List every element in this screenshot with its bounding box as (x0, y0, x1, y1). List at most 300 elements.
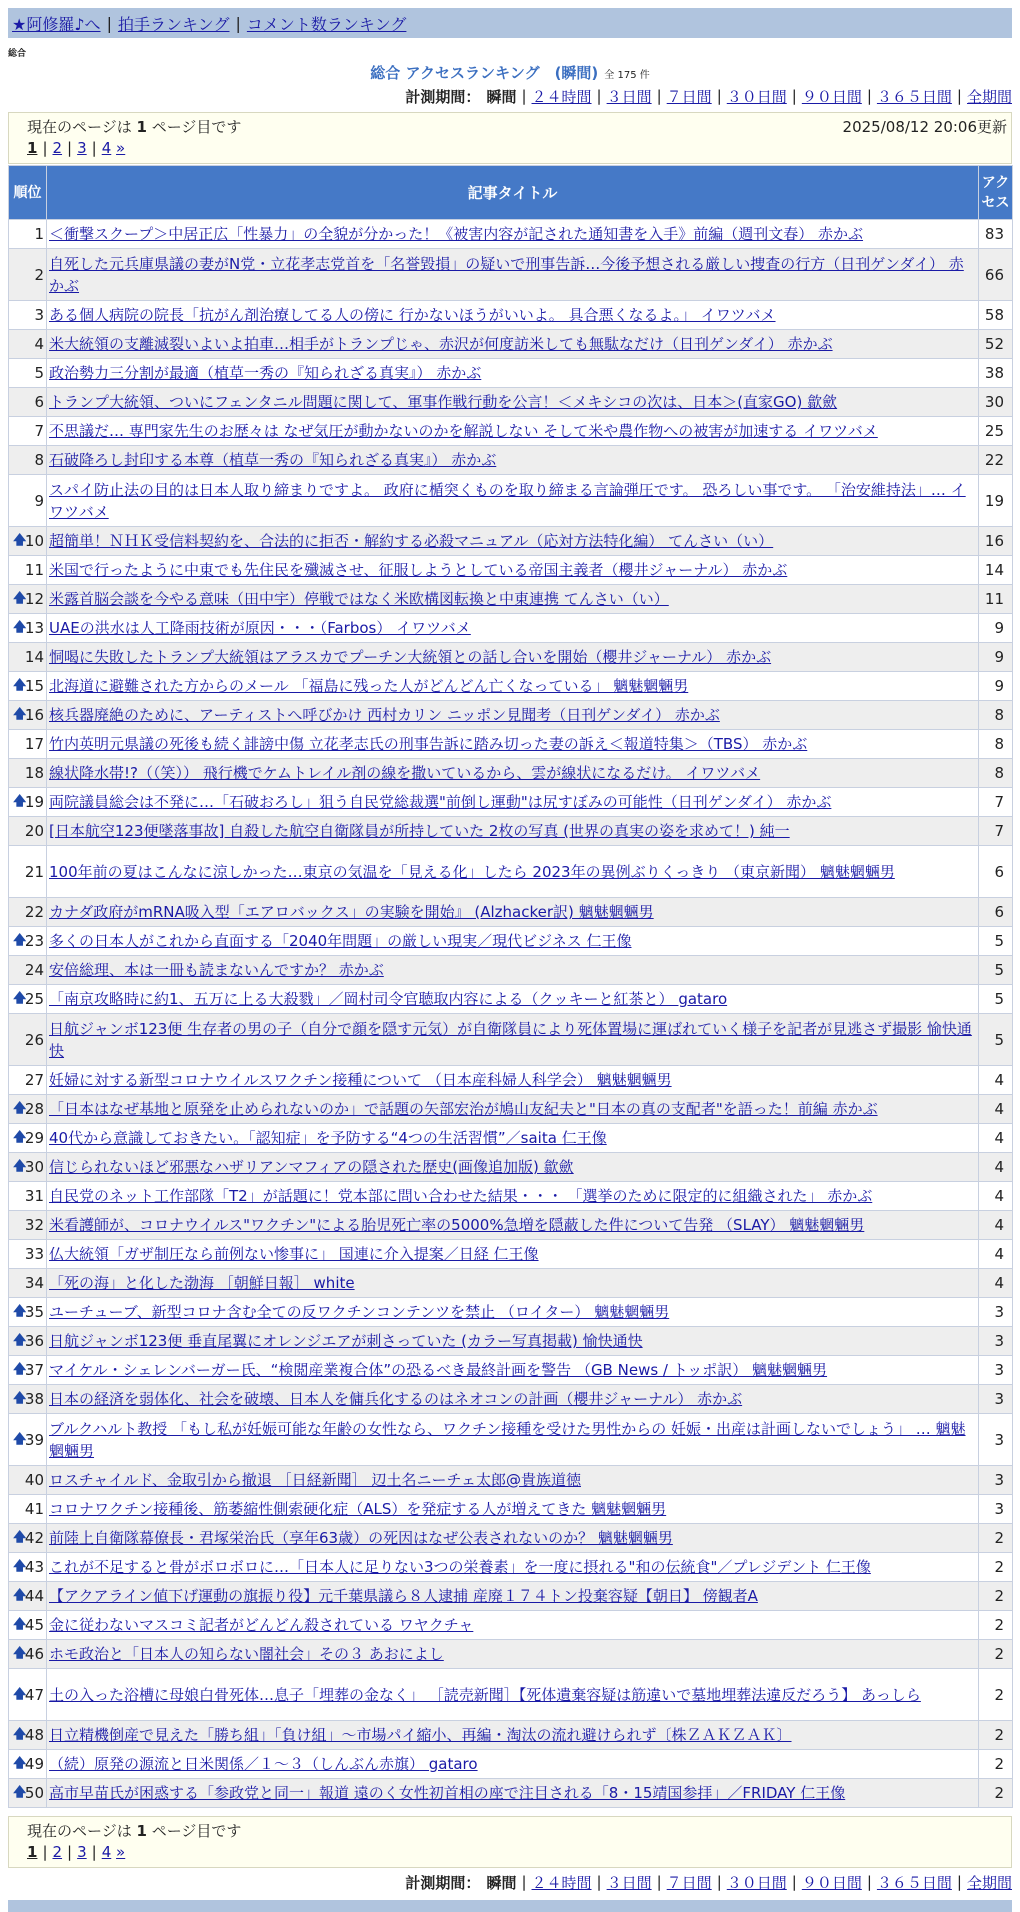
period-separator: | (716, 1873, 722, 1891)
table-row (9, 1553, 1013, 1582)
access-count: 2 (979, 1640, 1013, 1669)
rank-number: 45 (24, 1616, 44, 1634)
rank-number: 15 (24, 677, 44, 695)
title-cell (47, 1095, 979, 1124)
rank-number: 19 (24, 793, 44, 811)
up-arrow-icon: 🡅 (13, 1130, 27, 1145)
period-separator: | (866, 1873, 872, 1891)
article-title-link[interactable]: 【アクアライン値下げ運動の旗振り役】元千葉県議ら８人逮捕 産廃１７４トン投棄容疑【朝日】 傍観者A (49, 1587, 758, 1605)
access-count: 9 (979, 614, 1013, 643)
rank-number: 44 (24, 1587, 44, 1605)
access-count: 9 (979, 672, 1013, 701)
rank-cell (9, 301, 47, 330)
header-title: 記事タイトル (47, 166, 979, 220)
article-title-link[interactable]: ＜衝撃スクープ＞中居正広「性暴力」の全貌が分かった！《被害内容が記された通知書を入手》前編（週刊文春） 赤かぶ (49, 225, 864, 243)
up-arrow-icon: 🡅 (13, 1362, 27, 1377)
access-count: 5 (979, 1014, 1013, 1066)
article-title-link[interactable]: 米大統領の支離滅裂いよいよ拍車…相手がトランプじゃ、赤沢が何度訪米しても無駄なだけ（日刊ゲンダイ） 赤かぶ (49, 335, 833, 353)
period-selector-bottom (405, 1872, 1012, 1892)
article-title-link[interactable]: 安倍総理、本は一冊も読まないんですか？ 赤かぶ (49, 961, 384, 979)
article-title-link[interactable]: 米看護師が、コロナウイルス"ワクチン"による胎児死亡率の5000%急増を隠蔽した件について告発 （SLAY） 魑魅魍魎男 (49, 1216, 865, 1234)
rank-number: 17 (24, 735, 44, 753)
rank-number: 48 (24, 1726, 44, 1744)
rank-cell (9, 927, 47, 956)
article-title-link[interactable]: （続）原発の源流と日米関係／１～３（しんぶん赤旗） gataro (49, 1755, 478, 1773)
access-count: 25 (979, 417, 1013, 446)
rank-number: 30 (24, 1158, 44, 1176)
access-count: 7 (979, 817, 1013, 846)
access-count: 19 (979, 475, 1013, 527)
title-cell (47, 1750, 979, 1779)
rank-cell (9, 898, 47, 927)
page-separator: | (67, 139, 73, 157)
table-row (9, 1298, 1013, 1327)
title-cell (47, 1669, 979, 1721)
period-separator: | (956, 87, 962, 105)
current-page-number: 1 (136, 118, 147, 136)
title-cell (47, 1269, 979, 1298)
rank-cell (9, 249, 47, 301)
period-option-link[interactable]: ３６５日間 (876, 87, 952, 106)
title-cell (47, 1298, 979, 1327)
article-title-link[interactable]: 高市早苗氏が困惑する「参政党と同一」報道 遠のく女性初首相の座で注目される「8・15靖国参拝」／FRIDAY 仁王像 (49, 1784, 846, 1802)
access-count: 4 (979, 1066, 1013, 1095)
table-row (9, 788, 1013, 817)
title-cell (47, 556, 979, 585)
table-row (9, 1611, 1013, 1640)
article-title-link[interactable]: 米国で行ったように中東でも先住民を殲滅させ、征服しようとしている帝国主義者（櫻井ジャーナル） 赤かぶ (49, 561, 788, 579)
up-arrow-icon: 🡅 (13, 1646, 27, 1661)
article-title-link[interactable]: 米露首脳会談を今やる意味（田中宇）停戦ではなく米欧構図転換と中東連携 てんさい（い） (49, 590, 669, 608)
updated-timestamp: 2025/08/12 20:06更新 (842, 118, 1007, 136)
rank-cell (9, 359, 47, 388)
article-title-link[interactable]: 仏大統領「ガザ制圧なら前例ない惨事に」 国連に介入提案／日経 仁王像 (49, 1245, 539, 1263)
access-count: 9 (979, 643, 1013, 672)
table-row (9, 527, 1013, 556)
rank-number: 24 (24, 961, 44, 979)
up-arrow-icon: 🡅 (13, 678, 27, 693)
rank-number: 39 (24, 1430, 44, 1449)
up-arrow-icon: 🡅 (13, 620, 27, 635)
article-title-link[interactable]: これが不足すると骨がボロボロに…「日本人に足りない3つの栄養素」を一度に摂れる"和の伝統食"／プレジデント 仁王像 (49, 1558, 871, 1576)
access-count: 2 (979, 1553, 1013, 1582)
period-selector-top (405, 86, 1012, 106)
article-title-link[interactable]: ある個人病院の院長「抗がん剤治療してる人の傍に 行かないほうがいいよ。 具合悪くなるよ。」 イワツバメ (49, 306, 776, 324)
access-count: 5 (979, 985, 1013, 1014)
title-cell (47, 585, 979, 614)
article-title-link[interactable]: コロナワクチン接種後、筋萎縮性側索硬化症（ALS）を発症する人が増えてきた 魑魅魍魎男 (49, 1500, 667, 1518)
next-page-link[interactable]: » (116, 1843, 126, 1861)
up-arrow-icon: 🡅 (13, 1159, 27, 1174)
article-title-link[interactable]: 信じられないほど邪悪なハザリアンマフィアの隠された歴史(画像追加版) 歙歛 (49, 1158, 574, 1176)
article-title-link[interactable]: 日本の経済を弱体化、社会を破壊、日本人を傭兵化するのはネオコンの計画（櫻井ジャーナル） 赤かぶ (49, 1390, 743, 1408)
period-option-link[interactable]: ２４時間 (531, 87, 592, 106)
access-count: 8 (979, 759, 1013, 788)
article-title-link[interactable]: 前陸上自衛隊幕僚長・君塚栄治氏（享年63歳）の死因はなぜ公表されないのか？ 魑魅魍魎男 (49, 1529, 673, 1547)
page-link[interactable]: 3 (77, 139, 87, 157)
title-cell (47, 1721, 979, 1750)
article-title-link[interactable]: 恫喝に失敗したトランプ大統領はアラスカでプーチン大統領との話し合いを開始（櫻井ジャーナル） 赤かぶ (49, 648, 772, 666)
access-count: 58 (979, 301, 1013, 330)
period-option-link[interactable]: ９０日間 (801, 1873, 862, 1892)
ranking-title-text: 総合 アクセスランキング (瞬間) (370, 64, 599, 82)
period-current: 瞬間 (486, 1873, 517, 1892)
access-count: 3 (979, 1298, 1013, 1327)
title-cell (47, 388, 979, 417)
article-title-link[interactable]: 政治勢力三分割が最適（植草一秀の『知られざる真実』） 赤かぶ (49, 364, 482, 382)
article-title-link[interactable]: ブルクハルト教授 「もし私が妊娠可能な年齢の女性なら、ワクチン接種を受けた男性からの 妊娠・出産は計画しないでしょう」 … 魑魅魍魎男 (49, 1419, 966, 1460)
article-title-link[interactable]: ユーチューブ、新型コロナ含む全ての反ワクチンコンテンツを禁止 （ロイター） 魑魅魍魎男 (49, 1303, 670, 1321)
title-cell (47, 846, 979, 898)
table-row (9, 614, 1013, 643)
table-row (9, 985, 1013, 1014)
rank-number: 3 (34, 306, 44, 324)
access-count: 3 (979, 1495, 1013, 1524)
period-label: 計測期間： (405, 1873, 481, 1892)
access-count: 4 (979, 1269, 1013, 1298)
rank-cell (9, 985, 47, 1014)
title-cell (47, 330, 979, 359)
next-page-link[interactable]: » (116, 139, 126, 157)
table-row (9, 817, 1013, 846)
rank-cell (9, 1066, 47, 1095)
article-title-link[interactable]: 日航ジャンボ123便 垂直尾翼にオレンジエアが刺さっていた (カラー写真掲載) 愉快通快 (49, 1332, 643, 1350)
access-count: 4 (979, 1153, 1013, 1182)
page-link[interactable]: 2 (52, 139, 63, 157)
article-title-link[interactable]: 線状降水帯!?（（笑）） 飛行機でケムトレイル剤の線を撒いているから、雲が線状になるだけ。 イワツバメ (49, 764, 761, 782)
current-page-prefix: 現在のページは (27, 1822, 132, 1840)
article-title-link[interactable]: 金に従わないマスコミ記者がどんどん殺されている ワヤクチャ (49, 1616, 474, 1634)
current-page-suffix: ページ目です (151, 1822, 242, 1840)
table-row (9, 1066, 1013, 1095)
up-arrow-icon: 🡅 (13, 1727, 27, 1742)
period-separator: | (596, 87, 602, 105)
period-option-link[interactable]: ２４時間 (531, 1873, 592, 1892)
up-arrow-icon: 🡅 (13, 794, 27, 809)
title-cell (47, 730, 979, 759)
rank-number: 41 (24, 1500, 44, 1518)
table-row (9, 1327, 1013, 1356)
rank-number: 36 (24, 1332, 44, 1350)
page-link[interactable]: 4 (101, 139, 112, 157)
title-cell (47, 1014, 979, 1066)
rank-number: 29 (24, 1129, 44, 1147)
rank-cell (9, 1269, 47, 1298)
period-option-link[interactable]: 全期間 (966, 87, 1012, 106)
period-separator: | (791, 87, 797, 105)
rank-cell (9, 1640, 47, 1669)
up-arrow-icon: 🡅 (13, 1391, 27, 1406)
rank-number: 13 (24, 619, 44, 637)
rank-cell (9, 446, 47, 475)
article-title-link[interactable]: 北海道に避難された方からのメール 「福島に残った人がどんどん亡くなっている」 魑魅魍魎男 (49, 677, 689, 695)
page-separator: | (91, 139, 97, 157)
title-cell (47, 1640, 979, 1669)
nav-separator: | (106, 13, 112, 33)
rank-cell (9, 556, 47, 585)
rank-number: 16 (24, 706, 44, 724)
table-row (9, 759, 1013, 788)
table-row (9, 672, 1013, 701)
rank-cell (9, 475, 47, 527)
period-option-link[interactable]: ７日間 (666, 1873, 712, 1892)
table-row (9, 585, 1013, 614)
rank-cell (9, 1298, 47, 1327)
table-row (9, 249, 1013, 301)
page-link[interactable]: 4 (101, 1843, 112, 1861)
title-cell (47, 249, 979, 301)
period-option-link[interactable]: ３０日間 (726, 87, 787, 106)
period-separator: | (596, 1873, 602, 1891)
table-row (9, 475, 1013, 527)
table-row (9, 1095, 1013, 1124)
up-arrow-icon: 🡅 (13, 533, 27, 548)
article-title-link[interactable]: 石破降ろし封印する本尊（植草一秀の『知られざる真実』） 赤かぶ (49, 451, 497, 469)
page-info-top (8, 112, 1012, 164)
title-cell (47, 417, 979, 446)
table-row (9, 1721, 1013, 1750)
rank-cell (9, 585, 47, 614)
article-title-link[interactable]: トランプ大統領、ついにフェンタニル問題に関して、軍事作戦行動を公言！＜メキシコの次は、日本＞(直家GO) 歙歛 (49, 393, 838, 411)
period-option-link[interactable]: 全期間 (966, 1873, 1012, 1892)
article-title-link[interactable]: 「南京攻略時に約1、五万に上る大殺戮」／岡村司令官聴取内容による（クッキーと紅茶と） gataro (49, 990, 728, 1008)
access-count: 3 (979, 1414, 1013, 1466)
rank-cell (9, 1495, 47, 1524)
access-count: 14 (979, 556, 1013, 585)
table-row (9, 1466, 1013, 1495)
title-cell (47, 1327, 979, 1356)
table-row (9, 846, 1013, 898)
period-option-link[interactable]: ３日間 (606, 87, 652, 106)
title-cell (47, 1240, 979, 1269)
rank-cell (9, 956, 47, 985)
rank-cell (9, 614, 47, 643)
rank-number: 35 (24, 1303, 44, 1321)
page-link[interactable]: 3 (77, 1843, 87, 1861)
rank-number: 40 (24, 1471, 44, 1489)
article-title-link[interactable]: 多くの日本人がこれから直面する「2040年問題」の厳しい現実／現代ビジネス 仁王像 (49, 932, 632, 950)
up-arrow-icon: 🡅 (13, 1686, 27, 1702)
ranking-table-body (9, 220, 1013, 1808)
rank-cell (9, 1240, 47, 1269)
title-cell (47, 1211, 979, 1240)
access-count: 8 (979, 730, 1013, 759)
rank-number: 27 (24, 1071, 44, 1089)
title-cell (47, 643, 979, 672)
title-cell (47, 1582, 979, 1611)
title-cell (47, 1779, 979, 1808)
rank-cell (9, 701, 47, 730)
current-page-prefix: 現在のページは (27, 118, 132, 136)
header-access: アクセス (979, 166, 1013, 220)
article-title-link[interactable]: 核兵器廃絶のために、アーティストへ呼びかけ 西村カリン ニッポン見聞考（日刊ゲンダイ） 赤かぶ (49, 706, 720, 724)
rank-cell (9, 1211, 47, 1240)
table-row (9, 1124, 1013, 1153)
table-row (9, 1014, 1013, 1066)
article-title-link[interactable]: 40代から意識しておきたい。「認知症」を予防する“4つの生活習慣”／saita 仁王像 (49, 1129, 607, 1147)
title-cell (47, 527, 979, 556)
rank-number: 21 (24, 862, 44, 881)
rank-number: 38 (24, 1390, 44, 1408)
title-cell (47, 1466, 979, 1495)
article-title-link[interactable]: ホモ政治と「日本人の知らない闇社会」その３ あおによし (49, 1645, 444, 1663)
table-row (9, 956, 1013, 985)
page-link-current[interactable]: 1 (27, 139, 38, 157)
rank-number: 9 (34, 491, 44, 510)
article-title-link[interactable]: 両院議員総会は不発に…「石破おろし」狙う自民党総裁選"前倒し運動"は尻すぼみの可能性（日刊ゲンダイ） 赤かぶ (49, 793, 832, 811)
period-option-link[interactable]: ７日間 (666, 87, 712, 106)
article-title-link[interactable]: UAEの洪水は人工降雨技術が原因・・・（Farbos） イワツバメ (49, 619, 471, 637)
access-count: 7 (979, 788, 1013, 817)
article-title-link[interactable]: 日航ジャンボ123便 生存者の男の子（自分で顔を隠す元気）が自衛隊員により死体置場に運ばれていく様子を記者が見逃さず撮影 愉快通快 (49, 1019, 972, 1060)
current-page-text (27, 1820, 241, 1841)
rank-cell (9, 527, 47, 556)
table-row (9, 1385, 1013, 1414)
article-title-link[interactable]: 自民党のネット工作部隊「T2」が話題に！党本部に問い合わせた結果・・・ 「選挙のために限定的に組織された」 赤かぶ (49, 1187, 873, 1205)
access-count: 22 (979, 446, 1013, 475)
rank-number: 28 (24, 1100, 44, 1118)
access-count: 30 (979, 388, 1013, 417)
article-title-link[interactable]: 超簡単！ＮＨＫ受信料契約を、合法的に拒否・解約する必殺マニュアル（応対方法特化編） てんさい（い） (49, 532, 774, 550)
rank-cell (9, 1327, 47, 1356)
table-row (9, 1779, 1013, 1808)
title-cell (47, 1611, 979, 1640)
bottom-bar (8, 1900, 1012, 1912)
up-arrow-icon: 🡅 (13, 991, 27, 1006)
header-rank: 順位 (9, 166, 47, 220)
title-cell (47, 359, 979, 388)
title-cell (47, 1153, 979, 1182)
rank-cell (9, 1750, 47, 1779)
access-count: 4 (979, 1240, 1013, 1269)
title-cell (47, 701, 979, 730)
article-title-link[interactable]: マイケル・シェレンバーガー氏、“検閲産業複合体”の恐るべき最終計画を警告 （GB News / トッポ訳） 魑魅魍魎男 (49, 1361, 828, 1379)
title-cell (47, 1524, 979, 1553)
period-option-link[interactable]: ３０日間 (726, 1873, 787, 1892)
applause-ranking-link[interactable]: 拍手ランキング (117, 14, 230, 34)
access-count: 2 (979, 1669, 1013, 1721)
article-title-link[interactable]: 土の入った浴槽に母娘白骨死体…息子「埋葬の金なく」 ［読売新聞］【死体遺棄容疑は筋違いで墓地埋葬法違反だろう】 あっしら (49, 1685, 921, 1704)
pagination (27, 139, 125, 157)
article-title-link[interactable]: ロスチャイルド、金取引から撤退 ［日経新聞］ 辺土名ニーチェ太郎@貴族道徳 (49, 1471, 581, 1489)
table-row (9, 730, 1013, 759)
article-title-link[interactable]: 不思議だ… 専門家先生のお歴々は なぜ気圧が動かないのかを解説しない そして米や農作物への被害が加速する イワツバメ (49, 422, 878, 440)
article-title-link[interactable]: 自死した元兵庫県議の妻がN党・立花孝志党首を「名誉毀損」の疑いで刑事告訴…今後予想される厳しい捜査の行方（日刊ゲンダイ） 赤かぶ (49, 254, 964, 295)
title-cell (47, 475, 979, 527)
rank-cell (9, 1466, 47, 1495)
rank-number: 31 (24, 1187, 44, 1205)
rank-cell (9, 388, 47, 417)
access-count: 2 (979, 1582, 1013, 1611)
title-cell (47, 1414, 979, 1466)
up-arrow-icon: 🡅 (13, 1785, 27, 1800)
period-option-link[interactable]: ９０日間 (801, 87, 862, 106)
period-separator: | (956, 1873, 962, 1891)
title-cell (47, 788, 979, 817)
title-cell (47, 1495, 979, 1524)
up-arrow-icon: 🡅 (13, 1559, 27, 1574)
period-separator: | (521, 87, 527, 105)
article-title-link[interactable]: 「死の海」と化した渤海 ［朝鮮日報］ white (49, 1274, 355, 1292)
access-count: 2 (979, 1524, 1013, 1553)
article-title-link[interactable]: 100年前の夏はこんなに涼しかった…東京の気温を「見える化」したら 2023年の異例ぶりくっきり （東京新聞） 魑魅魍魎男 (49, 862, 895, 881)
period-label: 計測期間： (405, 87, 481, 106)
table-row (9, 1669, 1013, 1721)
rank-number: 33 (24, 1245, 44, 1263)
period-separator: | (716, 87, 722, 105)
ranking-title (0, 62, 1020, 83)
article-title-link[interactable]: スパイ防止法の目的は日本人取り締まりですよ。 政府に楯突くものを取り締まる言論弾圧です。 恐ろしい事です。 「治安維持法」… イワツバメ (49, 480, 966, 521)
rank-number: 23 (24, 932, 44, 950)
rank-cell (9, 1582, 47, 1611)
title-cell (47, 1385, 979, 1414)
rank-number: 47 (24, 1685, 44, 1704)
rank-number: 25 (24, 990, 44, 1008)
access-count: 2 (979, 1750, 1013, 1779)
rank-number: 6 (34, 393, 44, 411)
rank-cell (9, 1779, 47, 1808)
title-cell (47, 898, 979, 927)
period-separator: | (521, 1873, 527, 1891)
access-count: 4 (979, 1095, 1013, 1124)
table-row (9, 359, 1013, 388)
rank-cell (9, 1153, 47, 1182)
page-separator: | (42, 1843, 48, 1861)
rank-cell (9, 1385, 47, 1414)
article-title-link[interactable]: 日立精機倒産で見えた「勝ち組」「負け組」～市場パイ縮小、再編・淘汰の流れ避けられず〔株ＺＡＫＺＡＫ〕 (49, 1726, 792, 1744)
period-option-link[interactable]: ３日間 (606, 1873, 652, 1892)
access-count: 83 (979, 220, 1013, 249)
rank-cell (9, 1553, 47, 1582)
article-title-link[interactable]: 「日本はなぜ基地と原発を止められないのか」で話題の矢部宏治が鳩山友紀夫と"日本の真の支配者"を語った！前編 赤かぶ (49, 1100, 878, 1118)
current-page-suffix: ページ目です (151, 118, 242, 136)
table-row (9, 1269, 1013, 1298)
article-title-link[interactable]: [日本航空123便墜落事故] 自殺した航空自衛隊員が所持していた 2枚の写真 (世界の真実の姿を求めて！) 純一 (49, 822, 790, 840)
period-separator: | (656, 1873, 662, 1891)
rank-number: 32 (24, 1216, 44, 1234)
access-count: 8 (979, 701, 1013, 730)
rank-number: 7 (34, 422, 44, 440)
article-title-link[interactable]: カナダ政府がmRNA吸入型「エアロバックス」の実験を開始』 (Alzhacker訳) 魑魅魍魎男 (49, 903, 654, 921)
page-link[interactable]: 2 (52, 1843, 63, 1861)
up-arrow-icon: 🡅 (13, 591, 27, 606)
title-cell (47, 220, 979, 249)
rank-cell (9, 643, 47, 672)
table-row (9, 417, 1013, 446)
rank-cell (9, 1611, 47, 1640)
up-arrow-icon: 🡅 (13, 1304, 27, 1319)
table-row (9, 388, 1013, 417)
period-separator: | (866, 87, 872, 105)
up-arrow-icon: 🡅 (13, 1431, 27, 1447)
home-link[interactable]: ★阿修羅♪へ (12, 14, 101, 34)
rank-number: 46 (24, 1645, 44, 1663)
rank-number: 42 (24, 1529, 44, 1547)
up-arrow-icon: 🡅 (13, 1530, 27, 1545)
table-row (9, 1582, 1013, 1611)
title-cell (47, 956, 979, 985)
article-title-link[interactable]: 妊婦に対する新型コロナウイルスワクチン接種について （日本産科婦人科学会） 魑魅魍魎男 (49, 1071, 672, 1089)
access-count: 11 (979, 585, 1013, 614)
comment-ranking-link[interactable]: コメント数ランキング (246, 14, 407, 34)
rank-number: 4 (34, 335, 44, 353)
article-title-link[interactable]: 竹内英明元県議の死後も続く誹謗中傷 立花孝志氏の刑事告訴に踏み切った妻の訴え＜報道特集＞（TBS） 赤かぶ (49, 735, 808, 753)
access-count: 66 (979, 249, 1013, 301)
top-nav (8, 8, 1012, 38)
period-option-link[interactable]: ３６５日間 (876, 1873, 952, 1892)
page-link-current[interactable]: 1 (27, 1843, 38, 1861)
title-cell (47, 817, 979, 846)
